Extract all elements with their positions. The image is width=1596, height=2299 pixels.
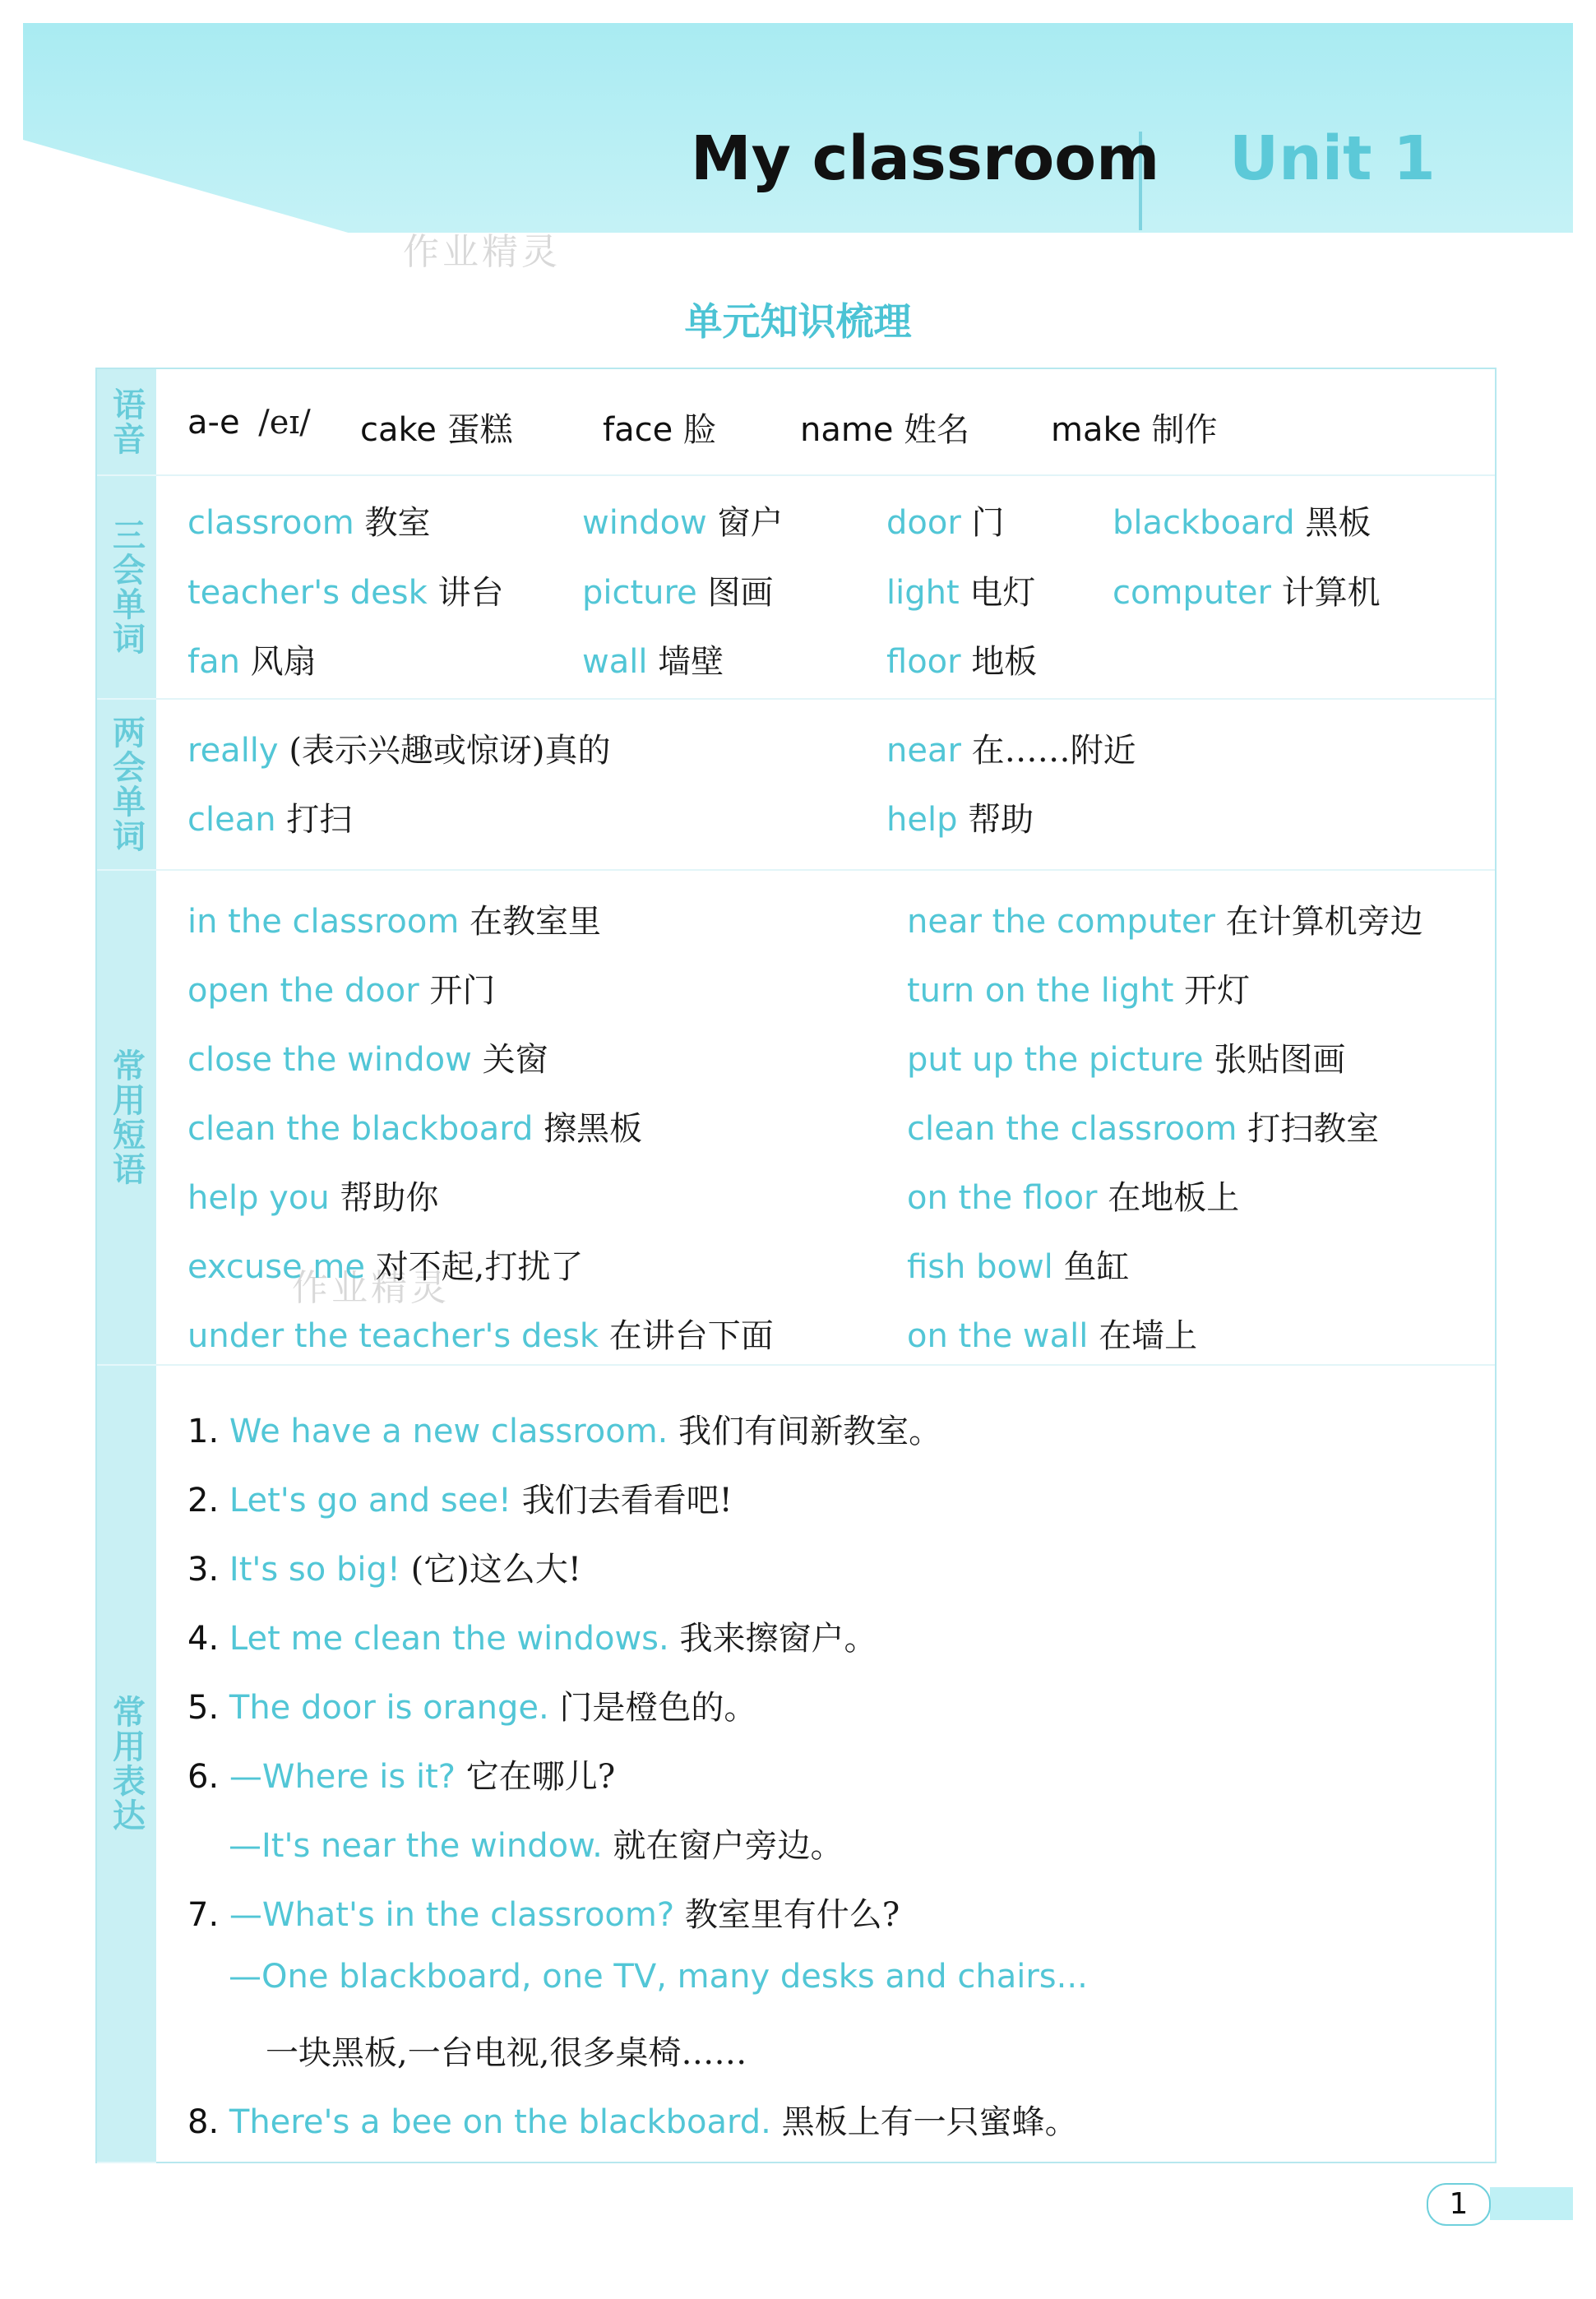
vocab-item: light 电灯: [886, 574, 1036, 612]
phrase-item: close the window 关窗: [187, 1041, 548, 1079]
expression-item: 1. We have a new classroom. 我们有间新教室。: [187, 1413, 942, 1450]
phrase-item: on the floor 在地板上: [907, 1179, 1240, 1217]
vocab-item: really (表示兴趣或惊讶)真的: [187, 732, 611, 770]
unit-label: Unit 1: [1229, 123, 1436, 194]
expression-item: 5. The door is orange. 门是橙色的。: [187, 1689, 757, 1727]
expression-item: 6. —Where is it? 它在哪儿?: [187, 1758, 616, 1796]
expression-item: 7. —What's in the classroom? 教室里有什么?: [187, 1896, 900, 1934]
phonics-word: make 制作: [1051, 411, 1218, 449]
divider: [156, 1364, 1495, 1366]
side-label-three-words: 三会单词: [97, 476, 156, 700]
vocab-item: door 门: [886, 504, 1005, 542]
phrase-item: turn on the light 开灯: [907, 972, 1251, 1010]
vocab-item: near 在……附近: [886, 732, 1136, 770]
expression-item: 3. It's so big! (它)这么大!: [187, 1551, 581, 1589]
divider: [156, 869, 1495, 871]
section-title: 单元知识梳理: [684, 299, 912, 344]
phrase-item: open the door 开门: [187, 972, 496, 1010]
vocab-item: help 帮助: [886, 801, 1034, 839]
phrase-item: on the wall 在墙上: [907, 1317, 1198, 1355]
side-label-expressions: 常用表达: [97, 1366, 156, 2163]
vocab-item: clean 打扫: [187, 801, 353, 839]
side-label-phonics: 语音: [97, 369, 156, 476]
phrase-item: in the classroom 在教室里: [187, 903, 602, 941]
vocab-item: teacher's desk 讲台: [187, 574, 504, 612]
expression-item: 一块黑板,一台电视,很多桌椅……: [266, 2034, 747, 2072]
expression-item: 8. There's a bee on the blackboard. 黑板上有一只蜜蜂。: [187, 2103, 1078, 2141]
side-label-phrases: 常用短语: [97, 871, 156, 1366]
divider: [156, 698, 1495, 700]
phrase-item: help you 帮助你: [187, 1179, 439, 1217]
phrase-item: excuse me 对不起,打扰了: [187, 1248, 584, 1286]
page-tab: [1490, 2187, 1573, 2220]
vocab-item: window 窗户: [582, 504, 784, 542]
knowledge-table: [95, 368, 1497, 2163]
vocab-item: picture 图画: [582, 574, 774, 612]
watermark: 作业精灵: [292, 1267, 450, 1309]
divider: [156, 474, 1495, 476]
vocab-item: computer 计算机: [1113, 574, 1381, 612]
page-number: 1: [1427, 2183, 1491, 2226]
vocab-item: blackboard 黑板: [1113, 504, 1372, 542]
phonics-pattern: a-e /eɪ/: [187, 404, 311, 442]
phrase-item: clean the blackboard 擦黑板: [187, 1110, 643, 1148]
expression-item: 2. Let's go and see! 我们去看看吧!: [187, 1482, 733, 1520]
page-title: My classroom: [691, 123, 1160, 194]
expression-item: —It's near the window. 就在窗户旁边。: [229, 1827, 844, 1865]
watermark: 作业精灵: [403, 231, 561, 273]
vocab-item: classroom 教室: [187, 504, 431, 542]
vocab-item: floor 地板: [886, 643, 1038, 681]
phrase-item: fish bowl 鱼缸: [907, 1248, 1130, 1286]
expression-item: —One blackboard, one TV, many desks and chairs...: [229, 1958, 1088, 1996]
phonics-word: cake 蛋糕: [360, 411, 513, 449]
phrase-item: put up the picture 张贴图画: [907, 1041, 1346, 1079]
expression-item: 4. Let me clean the windows. 我来擦窗户。: [187, 1620, 877, 1658]
phrase-item: under the teacher's desk 在讲台下面: [187, 1317, 774, 1355]
phrase-item: clean the classroom 打扫教室: [907, 1110, 1380, 1148]
phonics-word: name 姓名: [800, 411, 970, 449]
phonics-word: face 脸: [603, 411, 716, 449]
vocab-item: wall 墙壁: [582, 643, 724, 681]
side-label-two-words: 两会单词: [97, 700, 156, 871]
phrase-item: near the computer 在计算机旁边: [907, 903, 1423, 941]
vocab-item: fan 风扇: [187, 643, 317, 681]
